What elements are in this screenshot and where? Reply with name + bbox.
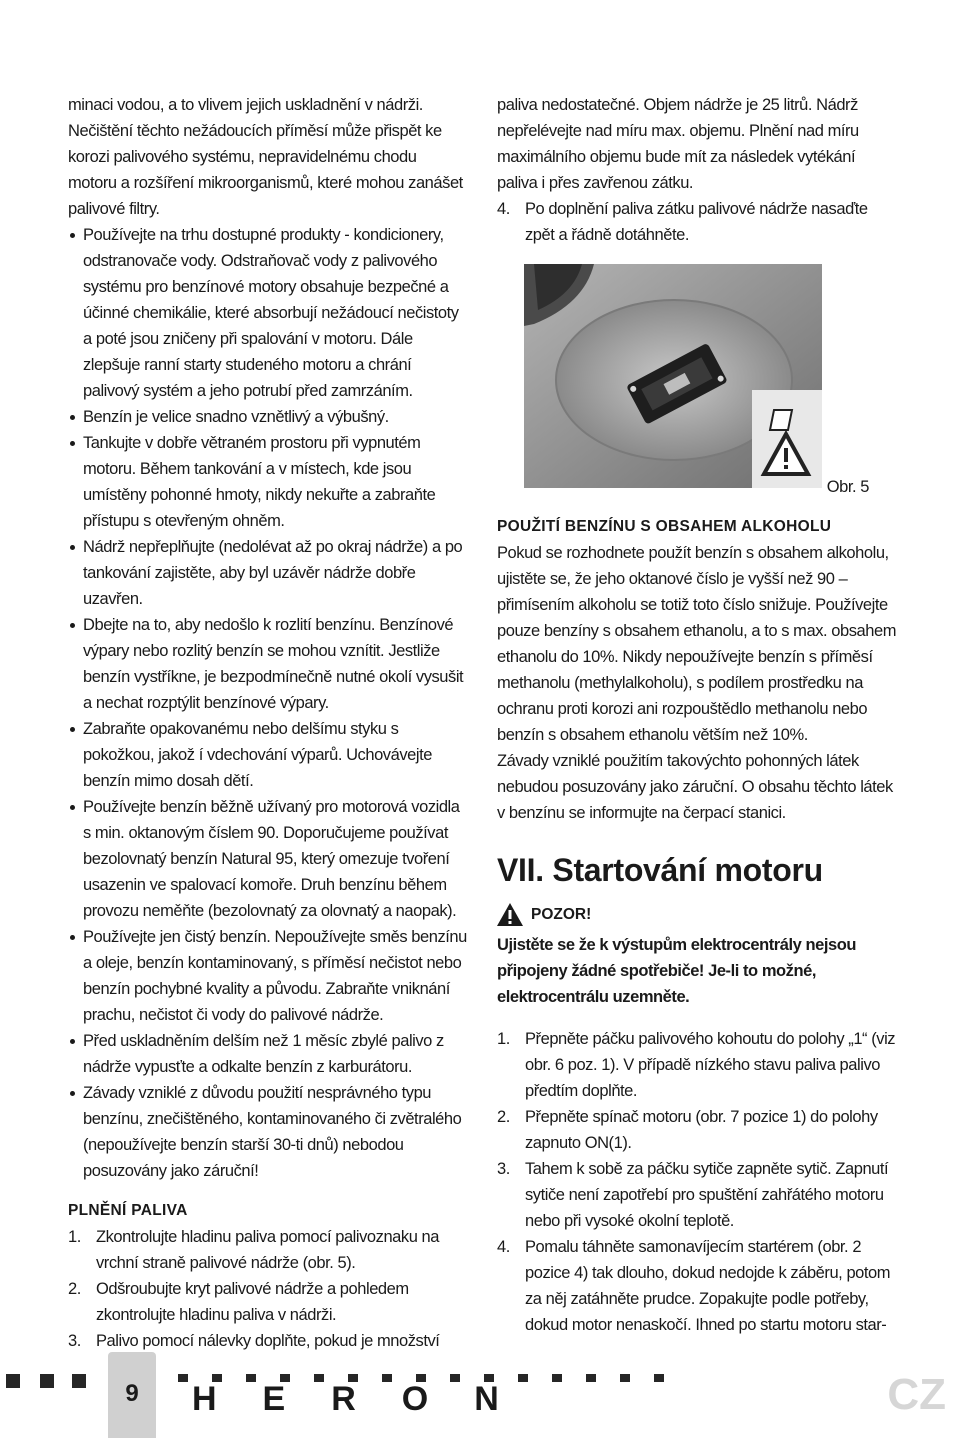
- safety-bullet-list: [68, 222, 468, 1184]
- list-item: [497, 1156, 897, 1234]
- step-number: 1.: [68, 1228, 81, 1246]
- step-number: 3.: [68, 1332, 81, 1350]
- warning-text: Ujistěte se že k výstupům elektrocentrály nejsou připojeny žádné spotřebiče! Je-li to možné, elektrocentrálu uzemněte.: [497, 936, 856, 1006]
- intro-paragraph: minaci vodou, a to vlivem jejich uskladnění v nádrži. Nečištění těchto nežádoucích příměsí může přispět ke korozi palivového systému, nepravidelnému chodu motoru a rozšíření mikroorganismů, které mohou zanášet palivové filtry.: [68, 96, 463, 218]
- list-item: Závady vzniklé z důvodu použití nesprávného typu benzínu, znečištěného, kontaminovaného či zvětralého (nepoužívejte benzín starší 30-ti dnů) nebodou posuzovány jako záruční!: [68, 1080, 468, 1184]
- step-number: 4.: [497, 200, 510, 218]
- step-number: 4.: [497, 1238, 510, 1256]
- list-item: Tankujte v dobře větraném prostoru při vypnutém motoru. Během tankování a v místech, kde jsou umístěny pohonné hmoty, nikdy nekuřte a zabraňte přístupu s otevřeným ohněm.: [68, 430, 468, 534]
- list-item: [68, 1328, 468, 1354]
- left-column: [68, 92, 468, 1354]
- list-item: Používejte na trhu dostupné produkty - kondicionery, odstranovače vody. Odstraňovač vody z palivového systému pro benzínové motory obsahuje bezpečné a účinné chemikálie, které absorbují nežádoucí nečistoty a poté jsou zničeny při spalování v motoru. Dále zlepšuje ranní starty studeného motoru a chrání palivový systém a jeho potrubí před zamrzáním.: [68, 222, 468, 404]
- page-number: 9: [125, 1380, 139, 1407]
- list-item: Zabraňte opakovanému nebo delšímu styku s pokožkou, jakož í vdechování výparů. Uchovávejte benzín mimo dosah dětí.: [68, 716, 468, 794]
- alcohol-heading: POUŽITÍ BENZÍNU S OBSAHEM ALKOHOLU: [497, 518, 832, 535]
- step-text: Přepněte páčku palivového kohoutu do polohy „1“ (viz obr. 6 poz. 1). V případě nízkého stavu paliva palivo předtím doplňte.: [525, 1030, 896, 1100]
- step-text: Pomalu táhněte samonavíjecím startérem (obr. 2 pozice 4) tak dlouho, dokud nedojde k záběru, potom za něj zatáhněte prudce. Zopakujte podle potřeby, dokud motor nenaskočí. Ihned po startu motoru star-: [525, 1238, 891, 1334]
- step-number: 2.: [68, 1280, 81, 1298]
- list-item: Používejte benzín běžně užívaný pro motorová vozidla s min. oktanovým číslem 90. Doporučujeme používat bezolovnatý benzín Natural 95, který omezuje tvoření usazenin ve spalovací komoře. Druh benzínu během provozu neměňte (bezolovnatý za olovnatý a naopak).: [68, 794, 468, 924]
- page-number-tab: [108, 1352, 156, 1438]
- list-item: [497, 1026, 897, 1104]
- list-item: Dbejte na to, aby nedošlo k rozlití benzínu. Benzínové výpary nebo rozlitý benzín se mohou vznítit. Jestliže benzín vystříkne, je bezpodmínečně nutné okolí vysušit a nechat rozptýlit benzínové výpary.: [68, 612, 468, 716]
- continued-paragraph: paliva nedostatečné. Objem nádrže je 25 litrů. Nádrž nepřelévejte nad míru max. objemu. Plnění nad míru maximálního objemu bude mít za následek vytékání paliva i přes zavřenou zátku.: [497, 96, 859, 192]
- brand-logo: HERON: [192, 1380, 545, 1418]
- page-footer: [0, 1352, 960, 1438]
- decor-square: [6, 1374, 20, 1388]
- step-text: Odšroubujte kryt palivové nádrže a pohledem zkontrolujte hladinu paliva v nádrži.: [96, 1280, 409, 1324]
- step-number: 3.: [497, 1160, 510, 1178]
- fuel-steps-continued: [497, 196, 897, 248]
- chapter-title: VII. Startování motoru: [497, 852, 823, 888]
- decor-square: [72, 1374, 86, 1388]
- list-item: [497, 1234, 897, 1338]
- step-text: Palivo pomocí nálevky doplňte, pokud je množství: [96, 1332, 440, 1350]
- step-number: 2.: [497, 1108, 510, 1126]
- list-item: [68, 1276, 468, 1328]
- list-item: Benzín je velice snadno vznětlivý a výbušný.: [68, 404, 468, 430]
- decor-square: [620, 1374, 630, 1382]
- alcohol-paragraph: Pokud se rozhodnete použít benzín s obsahem alkoholu, ujistěte se, že jeho oktanové číslo je vyšší než 90 – přimísením alkoholu se totiž toto číslo snižuje. Používejte pouze benzíny s obsahem ethanolu, a to s max. obsahem ethanolu do 10%. Nikdy nepoužívejte benzín s příměsí methanolu (methylalkoholu), s podílem prostředku na ochranu proti korozi ani rozpouštědlo methanolu nebo benzín s obsahem ethanolu větším než 10%.: [497, 544, 896, 744]
- fuel-heading: PLNĚNÍ PALIVA: [68, 1202, 188, 1219]
- decor-square: [586, 1374, 596, 1382]
- list-item: [68, 1224, 468, 1276]
- right-column: [497, 92, 897, 1338]
- warning-label: POZOR!: [531, 905, 592, 923]
- list-item: Před uskladněním delším než 1 měsíc zbylé palivo z nádrže vypusťte a odkalte benzín z karburátoru.: [68, 1028, 468, 1080]
- fuel-tank-illustration: [524, 264, 822, 488]
- decor-square: [178, 1374, 188, 1382]
- list-item: [497, 1104, 897, 1156]
- decor-square: [654, 1374, 664, 1382]
- figure-caption: Obr. 5: [826, 478, 869, 496]
- warning-icon: [497, 903, 523, 926]
- list-item: Používejte jen čistý benzín. Nepoužívejte směs benzínu a oleje, benzín kontaminovaný, s příměsí nečistot nebo benzín pochybné kvality a původu. Zabraňte vniknání prachu, nečistot či vody do palivové nádrže.: [68, 924, 468, 1028]
- warning-header: [497, 903, 897, 926]
- step-text: Tahem k sobě za páčku sytiče zapněte sytič. Zapnutí sytiče není zapotřebí pro spuštění zahřátého motoru nebo při vysoké okolní teplotě.: [525, 1160, 889, 1230]
- step-text: Přepněte spínač motoru (obr. 7 pozice 1) do polohy zapnuto ON(1).: [525, 1108, 878, 1152]
- decor-square: [40, 1374, 54, 1388]
- fuel-gauge-photo: [524, 264, 822, 488]
- list-item: Nádrž nepřeplňujte (nedolévat až po okraj nádrže) a po tankování zajistěte, aby byl uzávěr nádrže dobře uzavřen.: [68, 534, 468, 612]
- decor-square: [552, 1374, 562, 1382]
- step-text: Zkontrolujte hladinu paliva pomocí palivoznaku na vrchní straně palivové nádrže (obr. 5).: [96, 1228, 440, 1272]
- step-number: 1.: [497, 1030, 510, 1048]
- list-item: [497, 196, 897, 248]
- alcohol-paragraph-2: Závady vzniklé použitím takovýchto pohonných látek nebudou posuzovány jako záruční. O obsahu těchto látek v benzínu se informujte na čerpací stanici.: [497, 752, 893, 822]
- start-steps-list: [497, 1026, 897, 1338]
- fuel-steps-list: [68, 1224, 468, 1354]
- language-code: CZ: [887, 1370, 946, 1419]
- step-text: Po doplnění paliva zátku palivové nádrže nasaďte zpět a řádně dotáhněte.: [525, 200, 868, 244]
